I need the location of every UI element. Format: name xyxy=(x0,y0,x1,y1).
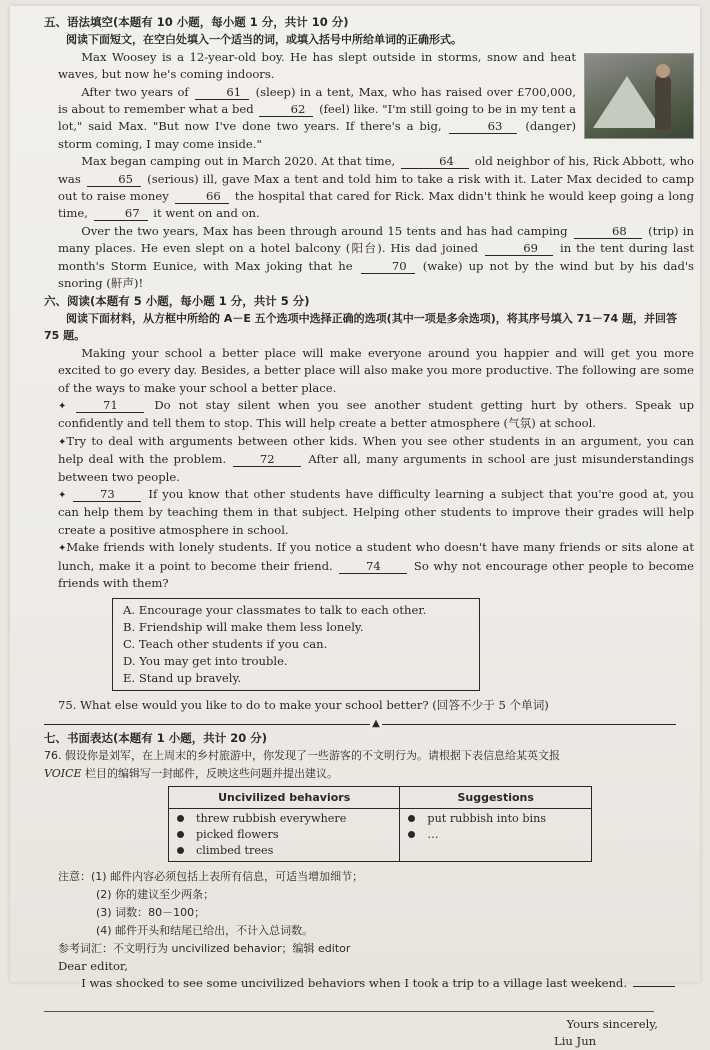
behavior-item xyxy=(177,827,393,843)
tent-shape xyxy=(593,76,661,128)
star-icon: ✦ xyxy=(58,489,67,501)
blank-65[interactable]: 65 xyxy=(87,172,141,187)
blank-71[interactable]: 71 xyxy=(76,398,144,413)
text: in the tent during last month's Storm Eunice, with Max joking that he xyxy=(58,241,695,273)
blank-62[interactable]: 62 xyxy=(259,102,313,117)
section6-title: 六、阅读(本题有 5 小题，每小题 1 分，共计 5 分) xyxy=(44,293,310,308)
star-icon: ✦ xyxy=(58,436,67,448)
exam-page xyxy=(10,6,700,1048)
person-shape xyxy=(655,74,671,130)
text: If you know that other students have difficulty learning a subject that you're good at, you can help them by teaching them in that subject. Helping other students to improve their grades will help create a positive atmosphere in school. xyxy=(58,486,694,537)
option-d: D. You may get into trouble. xyxy=(123,654,288,669)
suggestions-cell xyxy=(400,809,592,862)
behavior-item xyxy=(177,811,393,827)
header-suggestions: Suggestions xyxy=(400,787,592,809)
section5-title: 五、语法填空(本题有 10 小题，每小题 1 分，共计 10 分) xyxy=(44,15,349,29)
blank-67[interactable]: 67 xyxy=(94,206,148,221)
text: threw rubbish everywhere xyxy=(196,812,347,826)
text: put rubbish into bins xyxy=(427,812,547,826)
question-75: 75. What else would you like to do to make your school better? (回答不少于 5 个单词) xyxy=(58,698,549,713)
suggestion-item xyxy=(408,811,585,827)
text: the hospital that cared for Rick. Max didn't think he would keep going a long time, xyxy=(58,189,695,221)
text: After two years of xyxy=(81,84,189,99)
section6-instruction: 阅读下面材料，从方框中所给的 A－E 五个选项中选择正确的选项(其中一项是多余选项)，将其序号填入 71－74 题，并回答 75 题。 xyxy=(44,311,678,343)
answer-line-75[interactable] xyxy=(44,724,676,725)
signer-name: Liu Jun xyxy=(554,1033,597,1048)
opening-sentence xyxy=(58,975,694,992)
text: Over the two years, Max has been through around 15 tents and has had camping xyxy=(81,223,568,238)
text: (serious) ill, gave Max a tent and told him to take a risk with it. Later Max decided to camp out to raise money xyxy=(58,171,694,204)
triangle-icon: ▲ xyxy=(372,717,380,729)
reading-intro: Making your school a better place will make everyone around you happier and will get you more excited to go every day. Besides, a better place will also make you more productive. The following are some of the ways to make your school a better place. xyxy=(58,345,694,395)
bullet-icon xyxy=(177,847,184,854)
voice-label: VOICE xyxy=(44,766,82,780)
star-icon: ✦ xyxy=(58,543,67,555)
info-table xyxy=(168,786,592,862)
note-line-3: (3) 词数：80－100； xyxy=(96,906,206,920)
text: it went on and on. xyxy=(153,206,260,221)
camping-photo xyxy=(584,53,694,139)
behavior-item xyxy=(177,843,393,859)
reading-bullet-3 xyxy=(58,486,694,539)
passage5-p3 xyxy=(58,153,694,223)
text: Try to deal with arguments between other kids. When you see other students in an argument, you can help deal with the problem. xyxy=(58,433,694,467)
note-line-1 xyxy=(58,868,694,886)
blank-61[interactable]: 61 xyxy=(195,85,249,100)
text: Max began camping out in March 2020. At that time, xyxy=(81,154,396,169)
passage5-p4 xyxy=(58,223,694,293)
section5-instruction: 阅读下面短文，在空白处填入一个适当的词，或填入括号中所给单词的正确形式。 xyxy=(66,33,462,47)
blank-72[interactable]: 72 xyxy=(233,452,301,467)
text: 栏目的编辑写一封邮件，反映这些问题并提出建议。 xyxy=(85,766,339,780)
greeting: Dear editor, xyxy=(58,958,128,973)
reading-bullet-4 xyxy=(58,539,694,592)
text: After all, many arguments in school are just misunderstandings between two people. xyxy=(58,452,694,484)
text: (feel) like. "I'm still going to be in my tent a lot," said Max. "But now I've done two years. If there's a big, xyxy=(58,102,577,134)
text: (sleep) in a tent, Max, who has raised over £700,000, is about to remember what a bed xyxy=(58,84,576,117)
text: (trip) in many places. He even slept on a hotel balcony (阳台). His dad joined xyxy=(58,223,694,256)
text: old neighbor of his, Rick Abbott, who was xyxy=(58,154,694,186)
blank-73[interactable]: 73 xyxy=(73,487,141,502)
text: I was shocked to see some uncivilized behaviors when I took a trip to a village last weekend. xyxy=(81,976,628,991)
note-line-4: (4) 邮件开头和结尾已给出，不计入总词数。 xyxy=(96,924,314,938)
bullet-icon xyxy=(408,831,415,838)
text: (wake) up not by the wind but by his dad's snoring (鼾声)! xyxy=(58,258,695,291)
options-box xyxy=(112,598,480,691)
bullet-icon xyxy=(408,815,415,822)
option-a: A. Encourage your classmates to talk to each other. xyxy=(123,603,427,618)
blank-64[interactable]: 64 xyxy=(401,154,469,169)
text: Make friends with lonely students. If you notice a student who doesn't have many friends or sits alone at lunch, make it a point to become their friend. xyxy=(58,540,694,573)
passage5-p1: Max Woosey is a 12-year-old boy. He has slept outside in storms, snow and heat waves, but now he's coming indoors. xyxy=(58,49,576,82)
writing-blank[interactable] xyxy=(633,986,675,987)
text: 76. 假设你是刘军，在上周末的乡村旅游中，你发现了一些游客的不文明行为。请根据下表信息给某英文报 xyxy=(44,749,560,763)
option-c: C. Teach other students if you can. xyxy=(123,637,328,652)
bullet-icon xyxy=(177,831,184,838)
notes-label: 注意： xyxy=(58,870,91,884)
option-b: B. Friendship will make them less lonely. xyxy=(123,620,364,635)
blank-69[interactable]: 69 xyxy=(485,241,553,256)
person-head xyxy=(656,64,670,78)
text: picked flowers xyxy=(196,828,279,842)
reading-bullet-1 xyxy=(58,397,694,433)
writing-prompt xyxy=(44,747,694,782)
writing-line[interactable] xyxy=(44,993,654,1012)
vocabulary: 参考词汇：不文明行为 uncivilized behavior；编辑 editor xyxy=(58,942,351,956)
blank-68[interactable]: 68 xyxy=(574,224,642,239)
text: climbed trees xyxy=(196,844,274,858)
star-icon: ✦ xyxy=(58,400,67,412)
text: So why not encourage other people to become friends with them? xyxy=(58,558,694,590)
behaviors-cell xyxy=(169,809,400,862)
blank-63[interactable]: 63 xyxy=(449,119,517,134)
header-behaviors: Uncivilized behaviors xyxy=(169,787,400,809)
option-e: E. Stand up bravely. xyxy=(123,671,242,686)
closing: Yours sincerely, xyxy=(566,1016,658,1031)
notes xyxy=(58,868,694,940)
signature xyxy=(58,1016,694,1050)
text: Do not stay silent when you see another student getting hurt by others. Speak up confidently and tell them to stop. This will help create a better atmosphere (气氛) at school. xyxy=(58,397,695,431)
suggestion-item xyxy=(408,827,585,843)
bullet-icon xyxy=(177,815,184,822)
reading-bullet-2 xyxy=(58,433,694,486)
blank-66[interactable]: 66 xyxy=(175,189,229,204)
note-line-2: (2) 你的建议至少两条； xyxy=(96,888,215,902)
blank-74[interactable]: 74 xyxy=(339,559,407,574)
text: (1) 邮件内容必须包括上表所有信息，可适当增加细节； xyxy=(91,870,364,884)
blank-70[interactable]: 70 xyxy=(361,259,415,274)
text: … xyxy=(427,828,439,842)
section7-title: 七、书面表达(本题有 1 小题，共计 20 分) xyxy=(44,730,268,745)
page-content xyxy=(44,14,695,1050)
text: (danger) storm coming, I may come inside." xyxy=(58,119,577,151)
